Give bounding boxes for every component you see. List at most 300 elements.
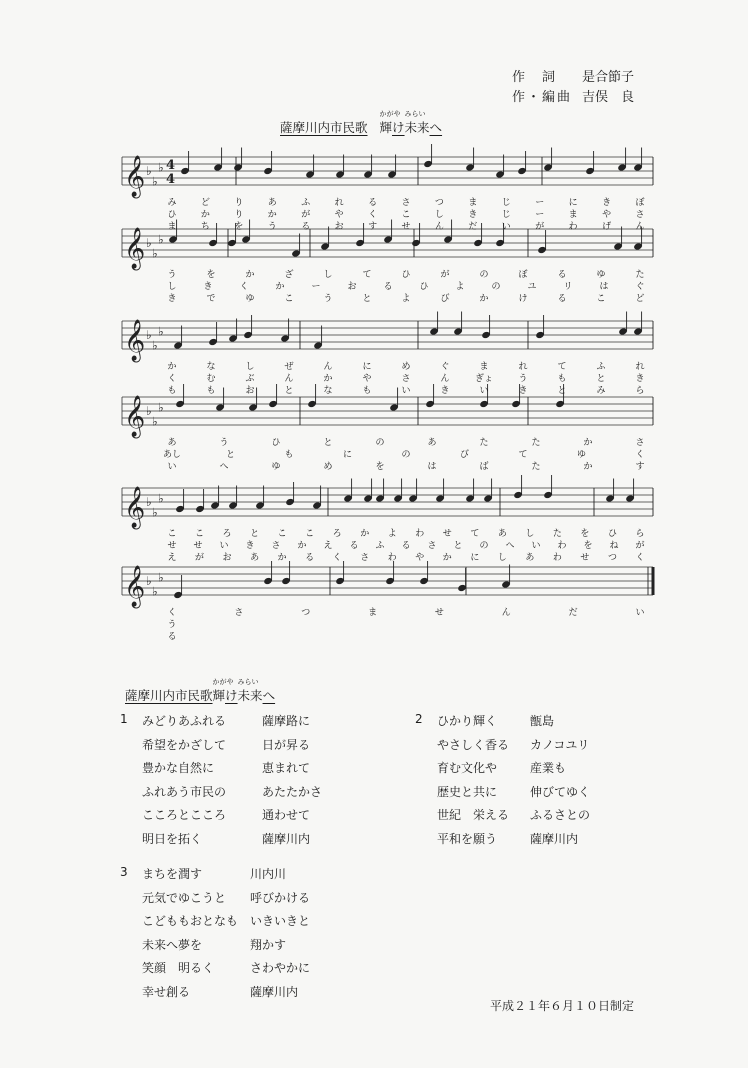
lyric-syllable: と — [284, 386, 294, 396]
lyric-syllable: る — [557, 270, 567, 280]
lyric-syllable: ー — [311, 282, 321, 292]
title-kana: け — [392, 120, 405, 135]
verse-line — [142, 936, 310, 960]
lyric-syllable: く — [239, 282, 249, 292]
lyric-syllable: を — [580, 529, 590, 539]
lyric-syllable: わ — [557, 541, 567, 551]
lyric-syllable: ね — [609, 541, 619, 551]
lyric-syllable: く — [167, 608, 177, 618]
ruby-mirai: みらい — [404, 110, 426, 118]
lyric-syllable: こ — [596, 294, 606, 304]
lyric-syllable: ひ — [607, 529, 617, 539]
lyric-syllable: ま — [568, 210, 578, 220]
lyric-syllable: う — [518, 374, 528, 384]
lyric-syllable: い — [167, 462, 177, 472]
lyric-syllable: へ — [505, 541, 515, 551]
verse-phrase-b: いきいきと — [250, 914, 311, 929]
verse-phrase-b: あたたかさ — [262, 784, 323, 799]
treble-clef: 𝄞 — [124, 228, 146, 269]
lyric-syllable: え — [323, 541, 333, 551]
lyric-syllable: せ — [434, 608, 444, 618]
verse-line — [142, 889, 310, 913]
lyric-syllable: き — [245, 541, 255, 551]
flat-sign: ♭ — [152, 246, 158, 261]
title-word1: 輝 — [212, 688, 226, 703]
lyric-syllable: せ — [167, 541, 177, 551]
lyric-syllable: ゆ — [596, 270, 606, 280]
credit-name: 是合節子 — [582, 70, 635, 85]
lyric-syllable: さ — [234, 608, 244, 618]
lyric-syllable: ぶ — [245, 374, 255, 384]
lyric-syllable: ど — [635, 294, 645, 304]
lyric-syllable: よ — [401, 294, 411, 304]
lyric-syllable: せ — [442, 529, 452, 539]
lyric-syllable: わ — [387, 553, 397, 563]
verse-phrase-a: 豊かな自然に — [142, 761, 215, 776]
flat-sign: ♭ — [146, 236, 152, 250]
lyric-syllable: さ — [401, 198, 411, 208]
flat-sign: ♭ — [158, 400, 164, 415]
lyric-syllable: ぐ — [440, 362, 450, 372]
lyric-syllable: し — [497, 553, 507, 563]
lyric-syllable: せ — [580, 553, 590, 563]
lyric-syllable: か — [583, 462, 593, 472]
lyric-syllable: れ — [635, 362, 645, 372]
lyric-syllable: る — [368, 198, 378, 208]
title-kana: け — [225, 688, 238, 703]
lyric-syllable: れ — [518, 362, 528, 372]
lyric-syllable: ろ — [332, 529, 342, 539]
lyric-syllable: う — [167, 620, 177, 630]
lyric-syllable: ん — [440, 374, 450, 384]
lyric-syllable: た — [479, 438, 489, 448]
lyric-syllable: の — [401, 450, 411, 460]
lyric-syllable: う — [323, 294, 333, 304]
lyric-syllable: る — [349, 541, 359, 551]
verse-phrase-b: 川内川 — [250, 867, 287, 881]
lyric-syllable: し — [167, 282, 177, 292]
lyric-syllable: い — [531, 541, 541, 551]
verse-line — [437, 783, 590, 807]
verse-phrase-a: 元気でゆこうと — [142, 890, 227, 905]
lyric-syllable: な — [323, 386, 333, 396]
lyric-syllable: も — [557, 374, 567, 384]
lyric-syllable: ひ — [401, 270, 411, 280]
lyric-syllable: り — [234, 210, 244, 220]
flat-sign: ♭ — [152, 584, 158, 599]
lyric-syllable: に — [342, 450, 353, 460]
lyric-syllable: が — [301, 210, 311, 220]
lyric-syllable: び — [440, 294, 450, 304]
lyric-syllable: ど — [200, 198, 210, 208]
lyric-syllable: リ — [563, 282, 573, 292]
lyric-syllable: を — [206, 270, 216, 280]
title-word2: 未来 — [237, 688, 263, 703]
verse-number: 1 — [120, 712, 128, 726]
lyric-syllable: い — [401, 386, 411, 396]
lyric-syllable: き — [167, 294, 177, 304]
verse-phrase-b: 日が昇る — [262, 737, 311, 752]
verse-line — [437, 736, 590, 760]
verse-phrase-a: まちを潤す — [142, 867, 203, 881]
lyric-syllable: め — [401, 362, 411, 372]
lyric-syllable: か — [297, 541, 307, 551]
verse-phrase-b: 薩摩路に — [262, 714, 311, 728]
lyric-syllable: あ — [250, 553, 260, 563]
lyric-syllable: あし — [162, 450, 182, 460]
lyric-syllable: ひ — [271, 438, 281, 448]
lyric-syllable: め — [323, 462, 333, 472]
lyric-syllable: じ — [501, 210, 511, 220]
verse-line — [437, 806, 590, 830]
verse-phrase-b: ふるさとの — [530, 808, 591, 823]
lyric-syllable: り — [234, 198, 244, 208]
lyric-syllable: す — [635, 462, 645, 472]
verse-number: 3 — [120, 865, 128, 879]
verse-phrase-b: 甑島 — [530, 714, 555, 728]
flat-sign: ♭ — [146, 328, 152, 342]
ruby-mirai: みらい — [237, 678, 259, 686]
verse-phrase-b: カノコユリ — [530, 737, 590, 752]
lyric-syllable: さ — [427, 541, 437, 551]
ruby-kagaya: かがや — [379, 110, 401, 118]
lyric-syllable: と — [596, 374, 606, 384]
lyric-syllable: よ — [455, 282, 465, 292]
lyric-syllable: せ — [193, 541, 203, 551]
lyric-syllable: ん — [323, 362, 333, 372]
verse-phrase-b: 翔かす — [250, 937, 287, 952]
lyric-syllable: こ — [277, 529, 287, 539]
lyric-syllable: わ — [415, 529, 425, 539]
lyric-syllable: か — [360, 529, 370, 539]
lyric-syllable: の — [491, 282, 501, 292]
lyric-syllable: み — [167, 198, 177, 208]
verse-phrase-a: 歴史と共に — [437, 784, 498, 799]
lyric-syllable: が — [440, 270, 450, 280]
lyric-syllable: か — [479, 294, 489, 304]
verse-phrase-a: 希望をかざして — [142, 737, 227, 752]
title-prefix: 薩摩川内市民歌 — [125, 688, 213, 703]
verse-line — [142, 736, 322, 760]
lyric-syllable: と — [250, 529, 260, 539]
lyric-syllable: ま — [468, 198, 478, 208]
lyric-syllable: つ — [607, 553, 617, 563]
lyric-syllable: あ — [497, 529, 507, 539]
flat-sign: ♭ — [146, 495, 152, 509]
verse-phrase-b: さわやかに — [250, 961, 311, 976]
lyric-syllable: が — [635, 541, 645, 551]
lyric-syllable: と — [362, 294, 372, 304]
flat-sign: ♭ — [158, 324, 164, 339]
verse-phrase-a: みどりあふれる — [142, 714, 227, 728]
lyric-syllable: お — [334, 222, 344, 232]
verse-line — [142, 959, 310, 983]
lyric-syllable: げ — [602, 222, 612, 232]
lyric-syllable: の — [479, 270, 489, 280]
lyric-syllable: け — [518, 294, 528, 304]
lyric-syllable: を — [375, 462, 385, 472]
verse-phrase-a: ひかり輝く — [437, 714, 498, 728]
lyric-syllable: な — [206, 362, 216, 372]
verse-phrase-b: 薩摩川内 — [262, 831, 311, 846]
lyric-syllable: く — [635, 553, 645, 563]
lyric-syllable: や — [362, 374, 372, 384]
lyric-syllable: ふ — [375, 541, 385, 551]
lyric-syllable: ざ — [284, 270, 294, 280]
title-suffix: へ — [262, 688, 276, 703]
verse-lines — [437, 712, 590, 854]
lyric-syllable: こ — [401, 210, 411, 220]
lyric-syllable: こ — [167, 529, 177, 539]
treble-clef: 𝄞 — [124, 320, 146, 361]
lyric-syllable: へ — [219, 462, 229, 472]
lyric-syllable: か — [200, 210, 210, 220]
lyric-syllable: る — [383, 282, 393, 292]
lyric-syllable: た — [531, 462, 541, 472]
verse-phrase-a: こどももおとなも — [142, 914, 239, 929]
lyric-syllable: ユ — [527, 282, 537, 292]
lyric-syllable: あ — [267, 198, 277, 208]
lyric-syllable: あ — [167, 438, 177, 448]
lyric-syllable: ゆ — [576, 450, 587, 460]
lyric-syllable: ち — [200, 222, 210, 232]
lyric-syllable: ふ — [301, 198, 311, 208]
verse-phrase-b: 伸びてゆく — [530, 784, 591, 799]
lyric-syllable: て — [518, 450, 528, 460]
verse-phrase-a: 世紀 栄える — [437, 808, 510, 823]
lyric-syllable: た — [552, 529, 562, 539]
lyric-syllable: き — [468, 210, 478, 220]
lyric-syllable: で — [206, 294, 216, 304]
lyric-syllable: あ — [427, 438, 437, 448]
verse-phrase-b: 薩摩川内 — [530, 831, 579, 846]
verse-number: 2 — [415, 712, 423, 726]
lyric-syllable: じ — [501, 198, 511, 208]
lyric-syllable: す — [368, 222, 378, 232]
lyric-syllable: か — [167, 362, 177, 372]
lyric-syllable: る — [301, 222, 311, 232]
lyric-syllable: み — [596, 386, 606, 396]
credit-name: 吉俣 良 — [582, 90, 635, 105]
lyric-syllable: る — [401, 541, 411, 551]
verse-phrase-a: 平和を願う — [437, 831, 498, 846]
lyric-syllable: さ — [401, 374, 411, 384]
verse-line — [437, 830, 590, 854]
lyric-syllable: さ — [271, 541, 281, 551]
verse-phrase-b: 薩摩川内 — [250, 984, 299, 999]
lyric-syllable: れ — [334, 198, 344, 208]
lyric-syllable: た — [531, 438, 541, 448]
lyric-syllable: ぐ — [635, 282, 645, 292]
lyric-syllable: も — [167, 386, 177, 396]
lyric-syllable: こ — [305, 529, 315, 539]
lyric-syllable: し — [525, 529, 535, 539]
lyric-syllable: む — [206, 374, 216, 384]
verse-lines — [142, 712, 322, 854]
lyric-syllable: が — [195, 553, 205, 563]
lyric-syllable: ら — [635, 386, 645, 396]
time-signature-digit: 4 — [166, 158, 176, 173]
lyric-syllable: ぎょ — [474, 374, 494, 384]
verse-line — [437, 712, 590, 736]
verse-phrase-a: 笑顔 明るく — [142, 961, 215, 976]
lyric-syllable: か — [267, 210, 277, 220]
flat-sign: ♭ — [152, 505, 158, 520]
flat-sign: ♭ — [152, 338, 158, 353]
flat-sign: ♭ — [146, 574, 152, 588]
lyric-syllable: に — [568, 198, 578, 208]
lyric-syllable: か — [442, 553, 452, 563]
flat-sign: ♭ — [146, 164, 152, 178]
lyric-syllable: る — [557, 294, 567, 304]
lyric-syllable: は — [427, 462, 437, 472]
lyric-syllable: ん — [501, 608, 511, 618]
verse-line — [142, 830, 322, 854]
title-word-mirai — [237, 678, 263, 704]
lyric-syllable: お — [222, 553, 232, 563]
lyric-syllable: と — [225, 450, 236, 460]
verse-line — [142, 983, 310, 1007]
lyric-syllable: を — [583, 541, 593, 551]
lyrics-title — [125, 678, 276, 704]
verse-line — [142, 806, 322, 830]
lyric-syllable: か — [245, 270, 255, 280]
lyric-syllable: う — [267, 222, 277, 232]
lyric-syllable: し — [323, 270, 333, 280]
lyric-syllable: だ — [568, 608, 578, 618]
lyric-syllable: の — [375, 438, 385, 448]
flat-sign: ♭ — [146, 404, 152, 418]
verse-line — [437, 759, 590, 783]
lyric-syllable: た — [635, 270, 645, 280]
lyric-syllable: て — [470, 529, 480, 539]
lyric-syllable: を — [234, 222, 244, 232]
lyric-syllable: も — [284, 450, 294, 460]
lyric-syllable: ー — [535, 210, 545, 220]
lyric-syllable: く — [635, 450, 645, 460]
treble-clef: 𝄞 — [124, 487, 146, 528]
lyric-syllable: と — [557, 386, 567, 396]
lyric-syllable: に — [470, 553, 480, 563]
lyric-syllable: や — [415, 553, 425, 563]
lyric-syllable: さ — [635, 210, 645, 220]
lyric-syllable: ぜ — [284, 362, 294, 372]
flat-sign: ♭ — [158, 570, 164, 585]
lyric-syllable: お — [347, 282, 357, 292]
lyric-syllable: ゆ — [271, 462, 281, 472]
verse-phrase-a: 幸せ創る — [142, 984, 191, 999]
lyric-syllable: ひ — [419, 282, 429, 292]
title-suffix: へ — [429, 120, 443, 135]
verse-phrase-a: やさしく香る — [437, 737, 510, 752]
lyric-syllable: き — [518, 386, 528, 396]
lyric-syllable: は — [599, 282, 609, 292]
lyric-syllable: ん — [284, 374, 294, 384]
lyric-syllable: か — [277, 553, 287, 563]
lyric-syllable: く — [167, 374, 177, 384]
lyric-syllable: ん — [434, 222, 444, 232]
lyric-syllable: て — [557, 362, 567, 372]
lyric-syllable: ふ — [596, 362, 606, 372]
lyric-syllable: あ — [525, 553, 535, 563]
lyric-syllable: き — [602, 198, 612, 208]
flat-sign: ♭ — [158, 491, 164, 506]
lyric-syllable: ん — [635, 222, 645, 232]
lyric-syllable: せ — [401, 222, 411, 232]
lyric-syllable: し — [434, 210, 444, 220]
lyric-syllable: よ — [387, 529, 397, 539]
verse-line — [142, 712, 322, 736]
lyric-syllable: う — [167, 270, 177, 280]
lyric-syllable: に — [362, 362, 372, 372]
title-prefix: 薩摩川内市民歌 — [280, 120, 368, 135]
lyric-syllable: つ — [434, 198, 444, 208]
lyric-syllable: と — [323, 438, 333, 448]
verse-phrase-a: こころとこころ — [142, 808, 227, 823]
lyric-syllable: わ — [552, 553, 562, 563]
flat-sign: ♭ — [158, 160, 164, 175]
lyric-syllable: え — [167, 553, 177, 563]
verse-phrase-b: 産業も — [530, 761, 567, 776]
lyric-syllable: や — [334, 210, 344, 220]
lyric-syllable: い — [219, 541, 229, 551]
lyric-syllable: つ — [301, 608, 311, 618]
lyric-syllable: さ — [360, 553, 370, 563]
title-word2: 未来 — [404, 120, 430, 135]
lyric-syllable: き — [203, 282, 213, 292]
lyric-syllable: い — [479, 386, 489, 396]
lyric-syllable: ま — [368, 608, 378, 618]
verse-phrase-a: ふれあう市民の — [142, 784, 227, 799]
lyric-syllable: い — [635, 608, 645, 618]
lyric-syllable: ば — [479, 462, 489, 472]
lyric-syllable: ひ — [167, 210, 177, 220]
ruby-kagaya: かがや — [212, 678, 234, 686]
flat-sign: ♭ — [152, 414, 158, 429]
lyric-syllable: さ — [635, 438, 645, 448]
verse-line — [142, 783, 322, 807]
lyric-syllable: し — [245, 362, 255, 372]
verse-line — [142, 865, 310, 889]
lyric-syllable: ま — [167, 222, 177, 232]
verse-lines — [142, 865, 310, 1007]
lyric-syllable: こ — [284, 294, 294, 304]
credit-role: 作 詞 — [512, 70, 558, 85]
lyric-syllable: う — [219, 438, 229, 448]
lyric-syllable: く — [368, 210, 378, 220]
lyric-syllable: だ — [468, 222, 478, 232]
lyric-syllable: が — [535, 222, 545, 232]
lyric-syllable: ら — [635, 529, 645, 539]
title-song-name — [212, 678, 276, 703]
flat-sign: ♭ — [152, 174, 158, 189]
verse-line — [142, 759, 322, 783]
verse-line — [142, 912, 310, 936]
time-signature-digit: 4 — [166, 172, 176, 187]
lyric-syllable: き — [635, 374, 645, 384]
lyric-syllable: か — [275, 282, 285, 292]
flat-sign: ♭ — [158, 232, 164, 247]
lyric-syllable: ゆ — [245, 294, 255, 304]
verse-phrase-a: 明日を拓く — [142, 831, 203, 846]
lyric-syllable: こ — [195, 529, 205, 539]
lyric-syllable: ろ — [222, 529, 232, 539]
lyric-syllable: ー — [535, 198, 545, 208]
verse-phrase-a: 未来へ夢を — [142, 937, 203, 952]
lyric-syllable: る — [305, 553, 315, 563]
lyric-syllable: い — [501, 222, 511, 232]
credit-role: 作・編曲 — [512, 90, 573, 105]
